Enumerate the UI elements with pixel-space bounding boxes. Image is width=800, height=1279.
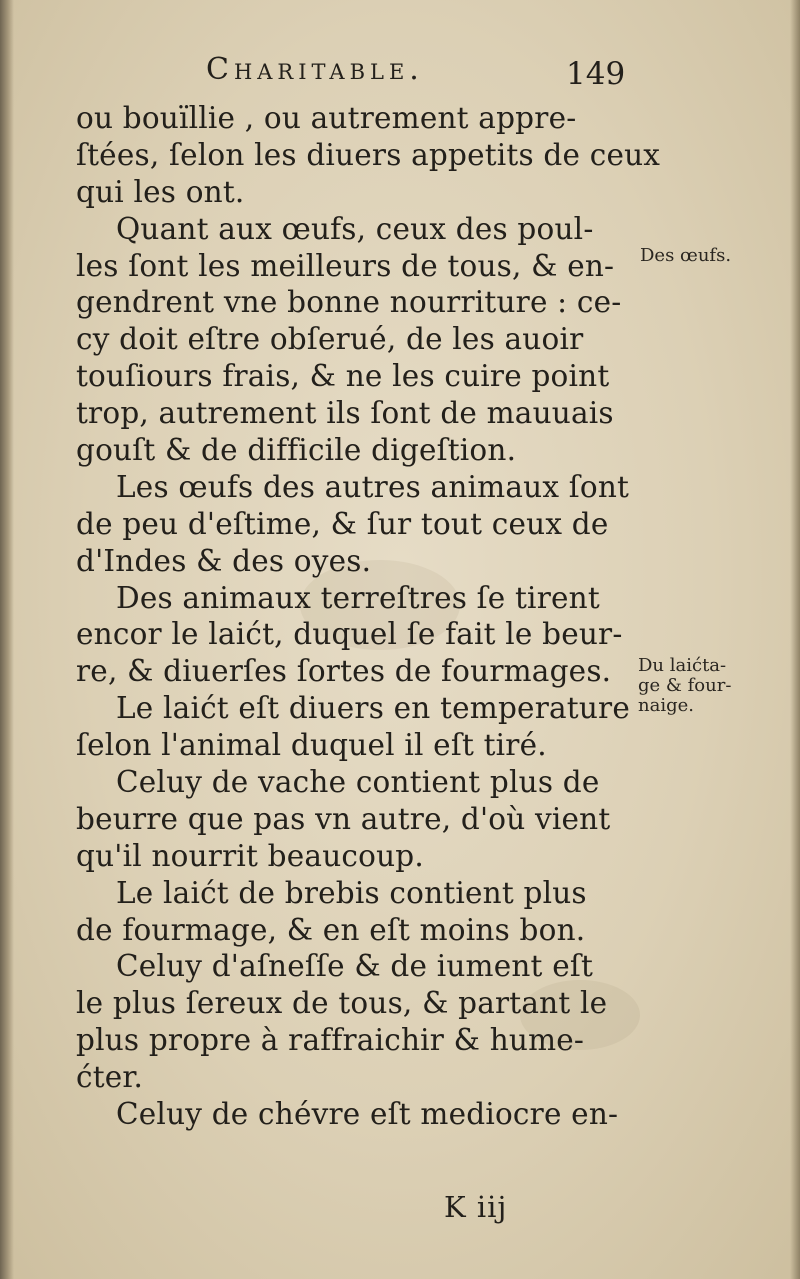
paragraph-start-line: Celuy de chévre eſt mediocre en-	[116, 1097, 619, 1132]
paragraph-start-line: Celuy d'aſneſſe & de iument eſt	[116, 949, 594, 984]
text-line: touſiours frais, & ne les cuire point	[76, 359, 610, 394]
paragraph-start-line: Les œufs des autres animaux ſont	[116, 469, 630, 504]
page-right-edge	[790, 0, 800, 1279]
text-line: encor le laićt, duquel ſe fait le beur-	[76, 617, 623, 652]
text-line: le plus ſereux de tous, & partant le	[76, 986, 608, 1021]
text-line: ſtées, ſelon les diuers appetits de ceux	[76, 137, 661, 172]
text-line: re, & diuerſes ſortes de fourmages.	[76, 654, 612, 689]
text-line: qui les ont.	[76, 174, 245, 209]
paragraph-start-line: Le laićt de brebis contient plus	[116, 875, 587, 910]
paragraph-start-line: Le laićt eſt diuers en temperature	[116, 691, 631, 726]
margin-note-line: Des œufs.	[640, 245, 732, 266]
paragraph-start-line: Quant aux œufs, ceux des poul-	[116, 211, 594, 246]
text-line: cy doit eſtre obſerué, de les auoir	[76, 322, 584, 357]
page-left-edge	[0, 0, 14, 1279]
text-line: plus propre à raffraichir & hume-	[76, 1023, 585, 1058]
text-line: de peu d'eſtime, & ſur tout ceux de	[76, 506, 609, 541]
text-line: d'Indes & des oyes.	[76, 543, 372, 578]
signature-mark: K iij	[444, 1190, 508, 1224]
text-line: ou bouïllie , ou autrement appre-	[76, 101, 577, 135]
margin-note-laictage	[638, 656, 731, 716]
text-line: de fourmage, & en eſt moins bon.	[76, 912, 586, 947]
page-number: 149	[566, 56, 626, 92]
text-line: les ſont les meilleurs de tous, & en-	[76, 248, 615, 283]
text-line: gouſt & de difficile digeſtion.	[76, 433, 517, 468]
margin-note-line: naige.	[638, 695, 694, 716]
margin-note-line: Du laićta-	[638, 655, 727, 676]
text-line: ćter.	[76, 1060, 144, 1095]
text-line: ſelon l'animal duquel il eſt tiré.	[76, 728, 547, 763]
paragraph-start-line: Celuy de vache contient plus de	[116, 765, 600, 800]
paragraph-start-line: Des animaux terreſtres ſe tirent	[116, 580, 600, 615]
text-line: beurre que pas vn autre, d'où vient	[76, 801, 611, 836]
body-text	[76, 100, 661, 1133]
running-head: Charitable.	[206, 52, 424, 87]
text-line: trop, autrement ils ſont de mauuais	[76, 396, 614, 431]
margin-note-oeufs	[640, 246, 731, 266]
text-line: gendrent vne bonne nourriture : ce-	[76, 285, 622, 320]
text-line: qu'il nourrit beaucoup.	[76, 838, 424, 873]
margin-note-line: ge & four-	[638, 675, 732, 696]
